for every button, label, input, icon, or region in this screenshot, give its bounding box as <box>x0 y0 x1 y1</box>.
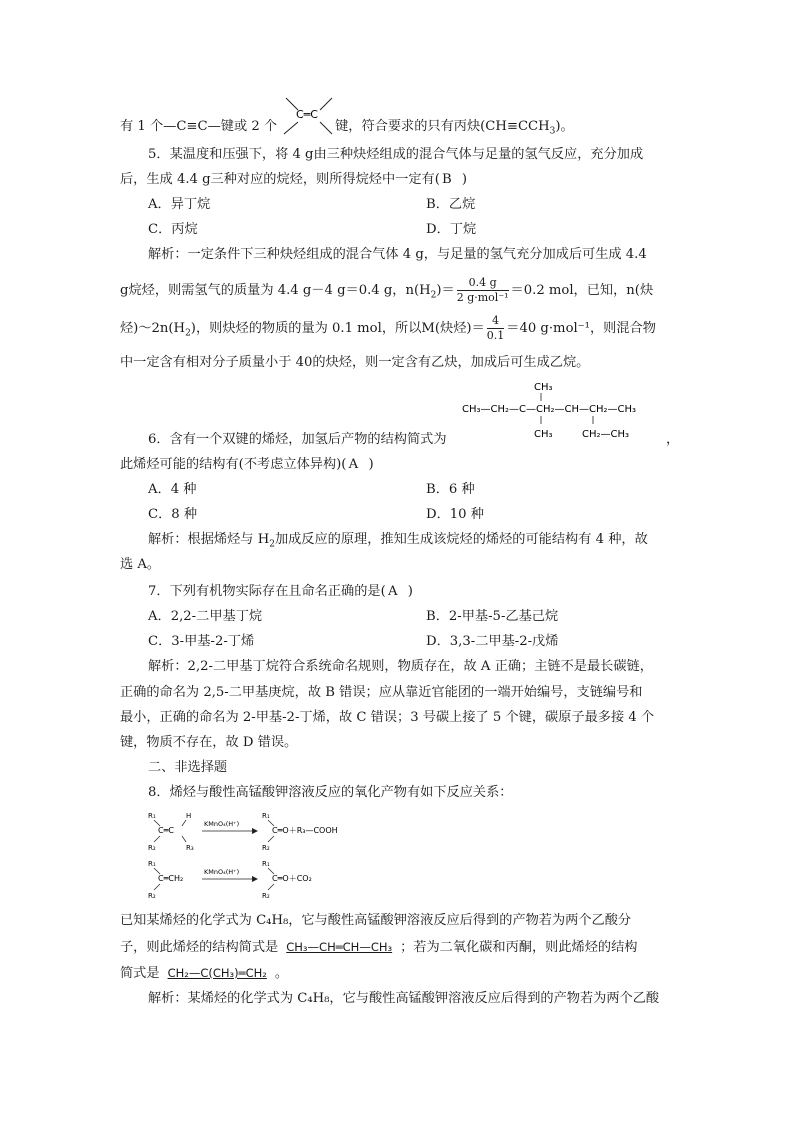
svg-text:R₂: R₂ <box>148 844 156 852</box>
q5-stem-line2: 后，生成 4.4 g三种对应的烷烃，则所得烷烃中一定有( B ) <box>120 172 468 187</box>
answer-blank-2: CH₂—C(CH₃)═CH₂ <box>167 966 267 980</box>
q7-option-d: D．3,3-二甲基-2-戊烯 <box>426 634 559 649</box>
svg-text:R₁: R₁ <box>148 860 156 868</box>
section-heading-non-choice: 二、非选择题 <box>148 760 228 775</box>
q5-explanation-line4: 中一定含有相对分子质量小于 40的炔烃，则一定含有乙炔，加成后可生成乙烷。 <box>120 355 590 370</box>
svg-text:R₂: R₂ <box>262 892 270 900</box>
continuation-line: 有 1 个—C≡C—键或 2 个 键，符合要求的只有丙炔$(CH\equiv CCH_3)$。 <box>120 119 574 137</box>
q5-option-c: C．丙烷 <box>148 222 198 237</box>
q8-explanation-line1: 解析：某烯烃的化学式为 C₄H₈，它与酸性高锰酸钾溶液反应后得到的产物若为两个乙酸 <box>148 991 660 1006</box>
svg-text:H: H <box>186 812 192 820</box>
q6-option-d: D．10 种 <box>426 507 484 522</box>
q6-answer: A <box>348 457 359 472</box>
q5-option-d: D．丁烷 <box>426 222 477 237</box>
q5-stem-line1: 5．某温度和压强下，将 4 g由三种炔烃组成的混合气体与足量的氢气反应，充分加成 <box>148 147 644 162</box>
q8-reaction-scheme <box>140 806 380 902</box>
q6-option-b: B．6 种 <box>426 482 475 497</box>
svg-text:C═CH₂: C═CH₂ <box>158 874 184 883</box>
q5-answer: B <box>442 172 452 187</box>
svg-text:C═C: C═C <box>158 826 174 835</box>
struct-top-ch3: CH₃ <box>534 382 553 393</box>
q6-explanation-line1: 解析：根据烯烃与 $H_2$加成反应的原理，推知生成该烷烃的烯烃的可能结构有 4 种，故 <box>148 532 648 550</box>
q8-stem: 8．烯烃与酸性高锰酸钾溶液反应的氧化产物有如下反应关系： <box>148 785 513 800</box>
q7-explanation-line4: 键，物质不存在，故 D 错误。 <box>120 735 298 750</box>
q5-option-a: A．异丁烷 <box>148 197 211 212</box>
q7-option-a: A．2,2-二甲基丁烷 <box>148 609 263 624</box>
q6-stem-line2: 此烯烃可能的结构有(不考虑立体异构)( A ) <box>120 457 374 472</box>
svg-text:R₁: R₁ <box>148 812 156 820</box>
q7-explanation-line3: 最小，正确的命名为 2-甲基-2-丁烯，故 C 错误；3 号碳上接了 5 个键，碳原子最多接 4 个 <box>120 710 655 725</box>
answer-blank-1: CH₃—CH═CH—CH₃ <box>286 940 393 954</box>
q7-stem: 7．下列有机物实际存在且命名正确的是( A ) <box>148 584 413 599</box>
q5-explanation-line2: g烷烃，则需氢气的质量为 4.4 g－4 g＝0.4 g，$n(H_2)=$ $\frac{0.4 g}{\text{2 g·mol⁻¹}}$ ＝0.2 mol，已知，n(炔 <box>120 276 654 304</box>
q6-stem-line1: 6．含有一个双键的烯烃，加氢后产物的结构简式为 ， <box>148 432 680 447</box>
q7-option-c: C．3-甲基-2-丁烯 <box>148 634 255 649</box>
struct-branch-ethyl: CH₂—CH₃ <box>582 429 630 440</box>
q5-option-b: B．乙烷 <box>426 197 476 212</box>
svg-text:R₁: R₁ <box>262 860 270 868</box>
svg-text:R₁: R₁ <box>262 812 270 820</box>
struct-bottom-ch3: CH₃ <box>534 429 553 440</box>
svg-text:R₂: R₂ <box>262 844 270 852</box>
struct-main-chain: CH₃—CH₂—C—CH₂—CH—CH₂—CH₃ <box>462 404 637 415</box>
reagent-label-2: KMnO₄(H⁺) <box>204 868 240 876</box>
q8-paragraph-line3: 简式是 CH₂—C(CH₃)═CH₂ 。 <box>120 966 289 981</box>
reaction1-product: C═O＋R₃—COOH <box>272 826 338 835</box>
q5-explanation-line1: 解析：一定条件下三种炔烃组成的混合气体 4 g，与足量的氢气充分加成后可生成 4.4 <box>148 247 647 262</box>
q5-explanation-line3: 烃)$\sim 2n(H_2)$，则炔烃的物质的量为 0.1 mol，所以M(炔烃)＝ $\frac{4}{0.1}$ ＝40 g·mol⁻¹，则混合物 <box>120 314 656 342</box>
q6-option-a: A．4 种 <box>148 482 197 497</box>
reagent-label-1: KMnO₄(H⁺) <box>204 820 240 828</box>
double-bond-text: C═C <box>296 108 318 121</box>
q7-explanation-line1: 解析：2,2-二甲基丁烷符合系统命名规则，物质存在，故 A 正确；主链不是最长碳链， <box>148 659 653 674</box>
q6-explanation-line2: 选 A。 <box>120 557 161 572</box>
q7-option-b: B．2-甲基-5-乙基己烷 <box>426 609 559 624</box>
q6-option-c: C．8 种 <box>148 507 198 522</box>
alkene-double-bond-figure <box>280 94 340 140</box>
q7-explanation-line2: 正确的命名为 2,5-二甲基庚烷，故 B 错误；应从靠近官能团的一端开始编号，支链编号和 <box>120 685 643 700</box>
q7-answer: A <box>387 584 398 599</box>
reaction2-product: C═O＋CO₂ <box>272 874 312 883</box>
svg-text:R₂: R₂ <box>148 892 156 900</box>
q8-paragraph-line2: 子，则此烯烃的结构简式是 CH₃—CH═CH—CH₃ ；若为二氧化碳和丙酮，则此烯烃的结构 <box>120 940 638 955</box>
fraction-molar-mass: $\frac{4}{0.1}$ <box>486 314 505 342</box>
fraction-h2-moles: $\frac{0.4 g}{\text{2 g·mol⁻¹}}$ <box>456 276 509 304</box>
svg-text:R₃: R₃ <box>186 844 194 852</box>
q8-paragraph-line1: 已知某烯烃的化学式为 C₄H₈，它与酸性高锰酸钾溶液反应后得到的产物若为两个乙酸分 <box>120 913 632 928</box>
